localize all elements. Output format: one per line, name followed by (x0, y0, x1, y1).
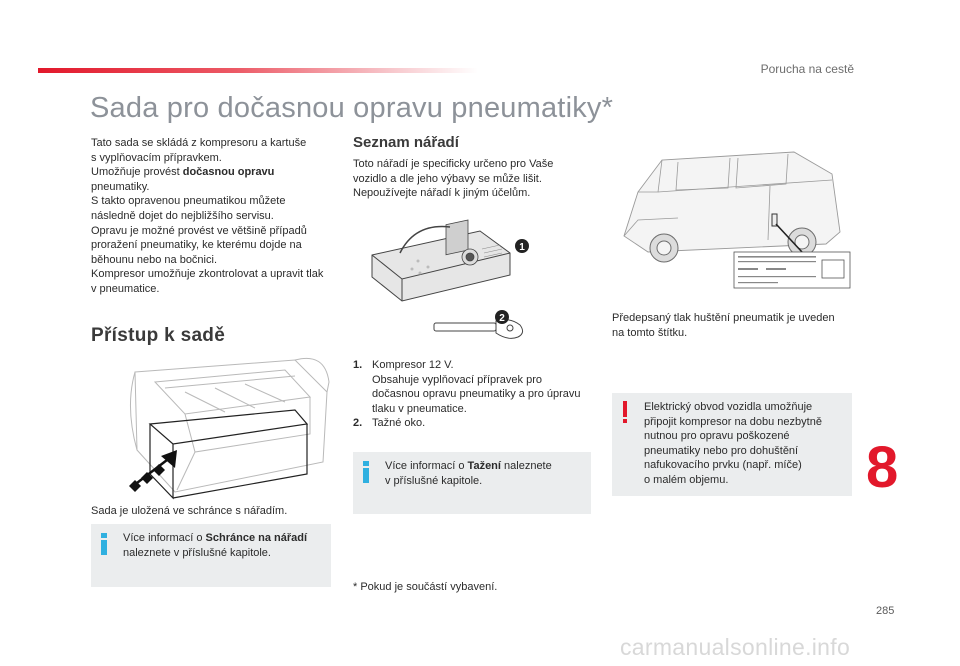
access-heading: Přístup k sadě (91, 325, 226, 346)
page-number: 285 (876, 605, 895, 617)
list-item-line: tlaku v pneumatice. (372, 402, 467, 415)
warning-box-electrical (612, 393, 852, 496)
info-icon (362, 461, 370, 483)
info-text-line: naleznete v příslušné kapitole. (123, 546, 271, 559)
tools-heading: Seznam nářadí (353, 134, 459, 151)
list-item (353, 358, 593, 416)
chapter-name: Porucha na cestě (760, 62, 854, 76)
tools-list (353, 358, 593, 431)
chapter-number: 8 (866, 435, 899, 500)
van-tyre-label-illustration (618, 140, 858, 300)
info-text-plain: Více informací o (123, 532, 206, 544)
intro-line: Opravu je možné provést ve většině případů (91, 224, 307, 237)
info-icon (100, 533, 108, 555)
tools-intro-line: Toto nářadí je specificky určeno pro Vaše (353, 158, 554, 170)
intro-line: S takto opravenou pneumatikou můžete (91, 195, 286, 208)
tools-intro (353, 157, 578, 201)
tools-intro-line: Nepoužívejte nářadí k jiným účelům. (353, 187, 531, 200)
list-item-line: Kompresor 12 V. (372, 359, 454, 371)
footnote: * Pokud je součástí vybavení. (353, 581, 498, 593)
intro-line: Tato sada se skládá z kompresoru a kartuše (91, 137, 307, 149)
warning-line: nafukovacího prvku (např. míče) (644, 459, 802, 472)
intro-text: Umožňuje provést (91, 166, 183, 179)
info-box-toolbox (91, 524, 331, 587)
list-item-line: Tažné oko. (372, 417, 426, 430)
callout-2: 2 (499, 313, 505, 324)
intro-line: pneumatiky. (91, 180, 150, 193)
callout-1: 1 (519, 242, 525, 253)
intro-line: s vyplňovacím přípravkem. (91, 151, 222, 164)
intro-line: v pneumatice. (91, 282, 160, 295)
intro-line: následně dojet do nejbližšího servisu. (91, 209, 274, 222)
list-item-line: Obsahuje vyplňovací přípravek pro (372, 373, 542, 386)
intro-line: Kompresor umožňuje zkontrolovat a upravit tlak (91, 268, 324, 281)
intro-emphasis: dočasnou opravu (182, 166, 275, 179)
warning-line: připojit kompresor na dobu nezbytně (644, 415, 822, 428)
info-box-towing (353, 452, 591, 514)
list-item-number: 2. (353, 417, 363, 430)
info-text (385, 459, 581, 488)
list-item-number: 1. (353, 359, 363, 371)
info-text (123, 531, 321, 560)
info-text-plain: Více informací o (385, 460, 468, 472)
warning-line: Elektrický obvod vozidla umožňuje (644, 401, 813, 413)
intro-line: proražení pneumatiky, ke kterému dojde na (91, 239, 302, 252)
info-text-bold: Schránce na nářadí (205, 532, 308, 544)
info-text-plain: naleznete (500, 460, 552, 472)
page-title: Sada pro dočasnou opravu pneumatiky* (90, 92, 614, 124)
caption-line: Předepsaný tlak huštění pneumatik je uveden (612, 312, 835, 324)
warning-line: nutnou pro opravu poškozené (644, 430, 790, 443)
caption-line: na tomto štítku. (612, 326, 688, 339)
warning-text (644, 400, 842, 488)
toolbox-caption: Sada je uložená ve schránce s nářadím. (91, 505, 288, 517)
tools-intro-line: vozidlo a dle jeho výbavy se může lišit. (353, 172, 542, 185)
seat-toolbox-illustration (95, 352, 335, 500)
info-text-line: v příslušné kapitole. (385, 474, 483, 487)
compressor-kit-illustration (360, 213, 540, 353)
intro-line: běhounu nebo na bočnici. (91, 253, 217, 266)
watermark: carmanualsonline.info (620, 634, 851, 660)
warning-line: pneumatiky nebo pro dohuštění (644, 444, 799, 457)
tyre-pressure-caption (612, 311, 852, 340)
intro-line (91, 165, 341, 180)
info-text-bold: Tažení (467, 460, 501, 472)
list-item (353, 416, 593, 431)
header-accent-bar (38, 68, 478, 73)
warning-icon (621, 401, 629, 425)
warning-line: o malém objemu. (644, 473, 729, 486)
list-item-line: dočasnou opravu pneumatiky a pro úpravu (372, 388, 581, 401)
intro-paragraph (91, 136, 341, 297)
